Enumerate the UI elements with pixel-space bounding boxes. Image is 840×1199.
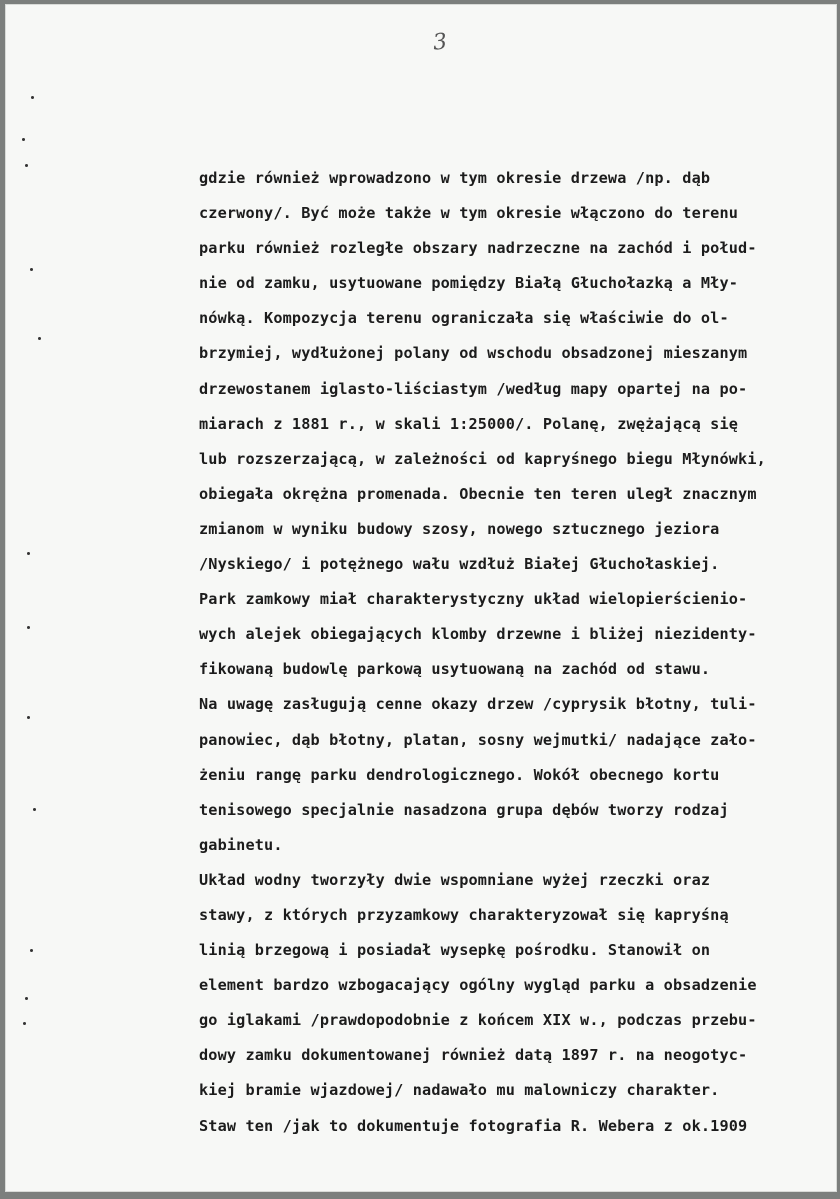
text-line: tenisowego specjalnie nasadzona grupa dębów tworzy rodzaj: [199, 800, 729, 819]
text-line: kiej bramie wjazdowej/ nadawało mu malowniczy charakter.: [199, 1081, 720, 1100]
margin-speck: [30, 268, 33, 271]
margin-speck: [33, 808, 36, 811]
text-line: go iglakami /prawdopodobnie z końcem XIX w., podczas przebu-: [199, 1011, 757, 1030]
text-line: miarach z 1881 r., w skali 1:25000/. Polanę, zwężającą się: [199, 414, 739, 433]
text-line: wych alejek obiegających klomby drzewne i bliżej niezidenty-: [199, 625, 757, 644]
margin-speck: [27, 716, 30, 719]
text-line: Staw ten /jak to dokumentuje fotografia R. Webera z ok.1909: [199, 1116, 748, 1135]
body-text: [199, 161, 839, 1144]
text-line: stawy, z których przyzamkowy charakteryzował się kapryśną: [199, 905, 729, 924]
text-line: panowiec, dąb błotny, platan, sosny wejmutki/ nadające zało-: [199, 730, 757, 749]
text-line: zmianom w wyniku budowy szosy, nowego sztucznego jeziora: [199, 519, 720, 538]
margin-speck: [23, 1022, 26, 1025]
text-line: czerwony/. Być może także w tym okresie włączono do terenu: [199, 204, 739, 223]
margin-speck: [27, 552, 30, 555]
text-line: gdzie również wprowadzono w tym okresie drzewa /np. dąb: [199, 169, 711, 187]
text-line: Na uwagę zasługują cenne okazy drzew /cyprysik błotny, tuli-: [199, 695, 757, 714]
document-page: [5, 4, 837, 1192]
margin-speck: [38, 337, 41, 340]
text-line: parku również rozległe obszary nadrzeczne na zachód i połud-: [199, 239, 757, 258]
margin-speck: [30, 949, 33, 952]
text-line: dowy zamku dokumentowanej również datą 1897 r. na neogotyc-: [199, 1046, 748, 1065]
margin-speck: [31, 96, 34, 99]
margin-speck: [22, 138, 25, 141]
text-line: nie od zamku, usytuowane pomiędzy Białą Głuchołazką a Mły-: [199, 274, 739, 293]
text-line: fikowaną budowlę parkową usytuowaną na zachód od stawu.: [199, 660, 711, 679]
text-line: /Nyskiego/ i potężnego wału wzdłuż Białej Głuchołaskiej.: [199, 555, 720, 574]
text-line: Park zamkowy miał charakterystyczny układ wielopierścienio-: [199, 590, 748, 609]
text-line: nówką. Kompozycja terenu ograniczała się właściwie do ol-: [199, 309, 729, 328]
text-line: żeniu rangę parku dendrologicznego. Wokół obecnego kortu: [199, 765, 720, 784]
page-number: 3: [431, 29, 449, 56]
margin-speck: [27, 626, 30, 629]
text-line: brzymiej, wydłużonej polany od wschodu obsadzonej mieszanym: [199, 344, 748, 363]
text-line: element bardzo wzbogacający ogólny wygląd parku a obsadzenie: [199, 976, 757, 995]
text-line: linią brzegową i posiadał wysepkę pośrodku. Stanowił on: [199, 941, 711, 960]
text-line: obiegała okrężna promenada. Obecnie ten teren uległ znacznym: [199, 484, 757, 503]
text-line: lub rozszerzającą, w zależności od kapryśnego biegu Młynówki,: [199, 449, 766, 468]
margin-speck: [25, 164, 28, 167]
text-line: drzewostanem iglasto-liściastym /według mapy opartej na po-: [199, 379, 748, 398]
text-line: Układ wodny tworzyły dwie wspomniane wyżej rzeczki oraz: [199, 870, 711, 889]
text-line: gabinetu.: [199, 835, 283, 854]
margin-speck: [25, 997, 28, 1000]
